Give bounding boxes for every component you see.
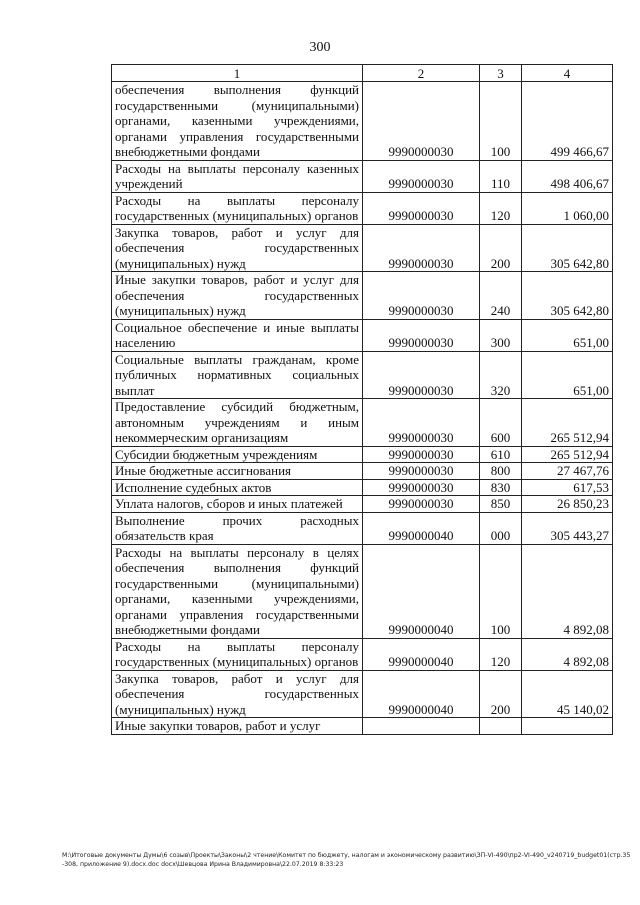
table-row — [112, 272, 613, 320]
row-name: Расходы на выплаты персоналу государственных (муниципальных) органов — [112, 638, 363, 670]
row-code: 9990000030 — [363, 479, 480, 496]
table-row — [112, 224, 613, 272]
row-code: 9990000030 — [363, 160, 480, 192]
row-name: Уплата налогов, сборов и иных платежей — [112, 496, 363, 513]
row-kind: 610 — [480, 446, 522, 463]
budget-table — [111, 64, 613, 735]
row-code: 9990000040 — [363, 638, 480, 670]
column-header-1: 1 — [112, 65, 363, 82]
table-row — [112, 496, 613, 513]
table-row — [112, 512, 613, 544]
row-code: 9990000030 — [363, 319, 480, 351]
row-name: Закупка товаров, работ и услуг для обеспечения государственных (муниципальных) нужд — [112, 224, 363, 272]
row-name: Исполнение судебных актов — [112, 479, 363, 496]
row-name: Иные закупки товаров, работ и услуг — [112, 718, 363, 735]
row-name: Расходы на выплаты персоналу казенных учреждений — [112, 160, 363, 192]
row-code: 9990000030 — [363, 496, 480, 513]
table-row — [112, 638, 613, 670]
file-path-footer: M:\Итоговые документы Думы\6 созыв\Проекты\Законы\2 чтение\Комитет по бюджету, налогам и экономическому развитию\ЗП-VI-490\пр2-VI-490_v240719_budget01(стр.35-308, приложение 9).docx.doc docx\Шевцова Ирина Владимировна\22.07.2019 8:33:23 — [62, 852, 631, 868]
row-kind: 200 — [480, 670, 522, 718]
row-name: Субсидии бюджетным учреждениям — [112, 446, 363, 463]
row-kind: 120 — [480, 638, 522, 670]
row-kind: 600 — [480, 399, 522, 447]
row-amount — [522, 718, 613, 735]
row-code: 9990000030 — [363, 446, 480, 463]
row-kind: 000 — [480, 512, 522, 544]
column-header-3: 3 — [480, 65, 522, 82]
row-amount: 4 892,08 — [522, 638, 613, 670]
row-kind: 100 — [480, 82, 522, 161]
page-number: 300 — [309, 40, 331, 55]
row-kind: 320 — [480, 351, 522, 399]
row-name: Социальные выплаты гражданам, кроме публичных нормативных социальных выплат — [112, 351, 363, 399]
row-name: Социальное обеспечение и иные выплаты населению — [112, 319, 363, 351]
row-name: Расходы на выплаты персоналу государственных (муниципальных) органов — [112, 192, 363, 224]
row-amount: 651,00 — [522, 351, 613, 399]
column-header-2: 2 — [363, 65, 480, 82]
row-kind: 830 — [480, 479, 522, 496]
row-code: 9990000030 — [363, 399, 480, 447]
row-amount: 265 512,94 — [522, 446, 613, 463]
table-row — [112, 319, 613, 351]
table-row — [112, 399, 613, 447]
row-kind: 120 — [480, 192, 522, 224]
row-code — [363, 718, 480, 735]
row-amount: 265 512,94 — [522, 399, 613, 447]
row-amount: 305 642,80 — [522, 224, 613, 272]
row-kind: 110 — [480, 160, 522, 192]
row-amount: 4 892,08 — [522, 544, 613, 638]
row-code: 9990000030 — [363, 192, 480, 224]
table-row — [112, 82, 613, 161]
row-amount: 1 060,00 — [522, 192, 613, 224]
row-name: Иные закупки товаров, работ и услуг для обеспечения государственных (муниципальных) нужд — [112, 272, 363, 320]
table-row — [112, 544, 613, 638]
row-name: Иные бюджетные ассигнования — [112, 463, 363, 480]
row-amount: 305 642,80 — [522, 272, 613, 320]
table-header-row — [112, 65, 613, 82]
table-row — [112, 446, 613, 463]
table-row — [112, 192, 613, 224]
row-kind — [480, 718, 522, 735]
table-row — [112, 160, 613, 192]
column-header-4: 4 — [522, 65, 613, 82]
row-amount: 26 850,23 — [522, 496, 613, 513]
row-name: обеспечения выполнения функций государственными (муниципальными) органами, казенными учреждениями, органами управления государственными внебюджетными фондами — [112, 82, 363, 161]
row-kind: 100 — [480, 544, 522, 638]
row-code: 9990000030 — [363, 272, 480, 320]
row-kind: 240 — [480, 272, 522, 320]
row-code: 9990000030 — [363, 82, 480, 161]
row-name: Предоставление субсидий бюджетным, автономным учреждениям и иным некоммерческим организациям — [112, 399, 363, 447]
row-name: Расходы на выплаты персоналу в целях обеспечения выполнения функций государственными (муниципальными) органами, казенными учреждениями, органами управления государственными внебюджетными фондами — [112, 544, 363, 638]
row-amount: 305 443,27 — [522, 512, 613, 544]
table-row — [112, 718, 613, 735]
row-name: Закупка товаров, работ и услуг для обеспечения государственных (муниципальных) нужд — [112, 670, 363, 718]
row-code: 9990000030 — [363, 351, 480, 399]
row-amount: 27 467,76 — [522, 463, 613, 480]
row-amount: 499 466,67 — [522, 82, 613, 161]
table-row — [112, 670, 613, 718]
row-amount: 617,53 — [522, 479, 613, 496]
row-kind: 800 — [480, 463, 522, 480]
row-code: 9990000040 — [363, 512, 480, 544]
row-code: 9990000030 — [363, 463, 480, 480]
row-amount: 498 406,67 — [522, 160, 613, 192]
row-kind: 200 — [480, 224, 522, 272]
row-code: 9990000030 — [363, 224, 480, 272]
row-amount: 45 140,02 — [522, 670, 613, 718]
table-row — [112, 463, 613, 480]
row-code: 9990000040 — [363, 670, 480, 718]
row-kind: 300 — [480, 319, 522, 351]
row-code: 9990000040 — [363, 544, 480, 638]
row-kind: 850 — [480, 496, 522, 513]
row-amount: 651,00 — [522, 319, 613, 351]
table-row — [112, 351, 613, 399]
table-row — [112, 479, 613, 496]
row-name: Выполнение прочих расходных обязательств края — [112, 512, 363, 544]
